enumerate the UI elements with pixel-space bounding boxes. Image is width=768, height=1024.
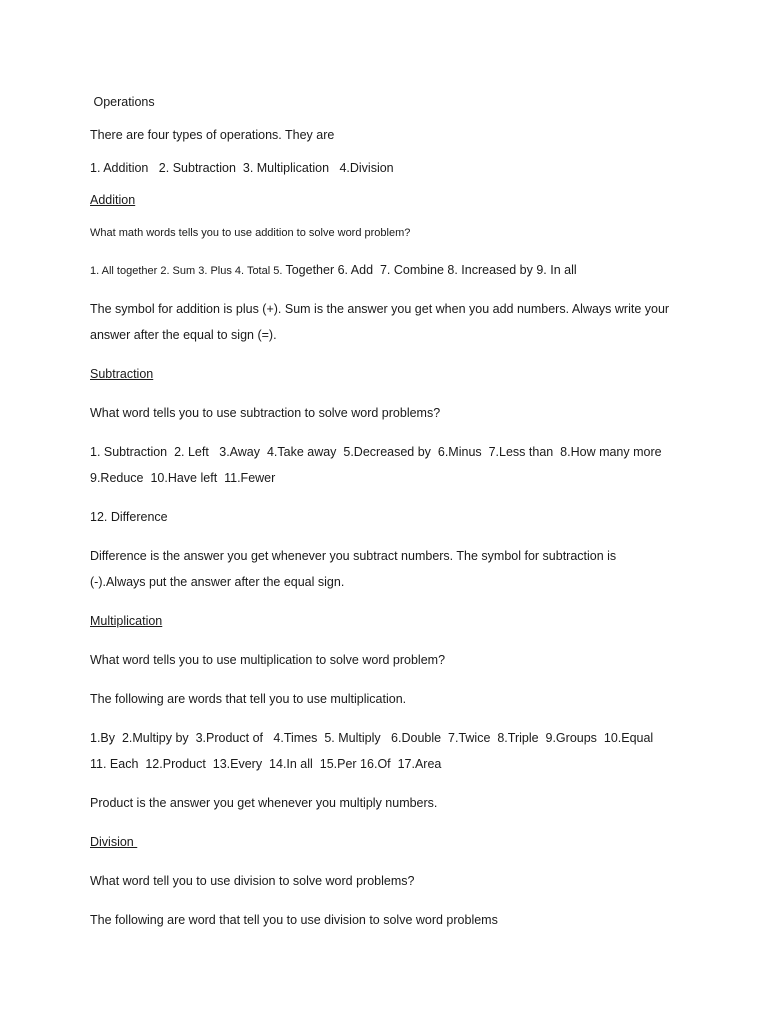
addition-words-small: 1. All together 2. Sum 3. Plus 4. Total 5. [90, 265, 286, 277]
operation-types-list: 1. Addition 2. Subtraction 3. Multiplication 4.Division [90, 161, 394, 175]
difference-line-1: Difference is the answer you get whenever you subtract numbers. The symbol for subtraction is [90, 549, 617, 563]
addition-symbol-line-1: The symbol for addition is plus (+). Sum is the answer you get when you add numbers. Always write your [90, 302, 670, 316]
subtraction-words-line-3: 12. Difference [90, 510, 168, 524]
page-title: Operations [90, 95, 155, 109]
subtraction-heading: Subtraction [90, 367, 154, 381]
addition-symbol-line-2: answer after the equal to sign (=). [90, 328, 277, 342]
addition-question: What math words tells you to use addition to solve word problem? [90, 227, 411, 239]
addition-words [90, 262, 577, 279]
subtraction-words-line-1: 1. Subtraction 2. Left 3.Away 4.Take away 5.Decreased by 6.Minus 7.Less than 8.How many more [90, 445, 662, 459]
addition-heading: Addition [90, 193, 136, 207]
division-question: What word tell you to use division to solve word problems? [90, 874, 415, 888]
subtraction-question: What word tells you to use subtraction to solve word problems? [90, 406, 441, 420]
division-intro: The following are word that tell you to use division to solve word problems [90, 913, 498, 927]
multiplication-heading: Multiplication [90, 614, 163, 628]
addition-words-big: Together 6. Add 7. Combine 8. Increased by 9. In all [285, 263, 577, 277]
subtraction-words-line-2: 9.Reduce 10.Have left 11.Fewer [90, 471, 276, 485]
multiplication-intro: The following are words that tell you to use multiplication. [90, 692, 407, 706]
division-heading: Division [90, 835, 138, 849]
difference-line-2: (-).Always put the answer after the equal sign. [90, 575, 345, 589]
product-definition: Product is the answer you get whenever you multiply numbers. [90, 796, 438, 810]
intro-text: There are four types of operations. They are [90, 128, 335, 142]
multiplication-words-line-1: 1.By 2.Multipy by 3.Product of 4.Times 5. Multiply 6.Double 7.Twice 8.Triple 9.Groups 10.Equal [90, 731, 654, 745]
multiplication-words-line-2: 11. Each 12.Product 13.Every 14.In all 15.Per 16.Of 17.Area [90, 757, 442, 771]
multiplication-question: What word tells you to use multiplication to solve word problem? [90, 653, 446, 667]
